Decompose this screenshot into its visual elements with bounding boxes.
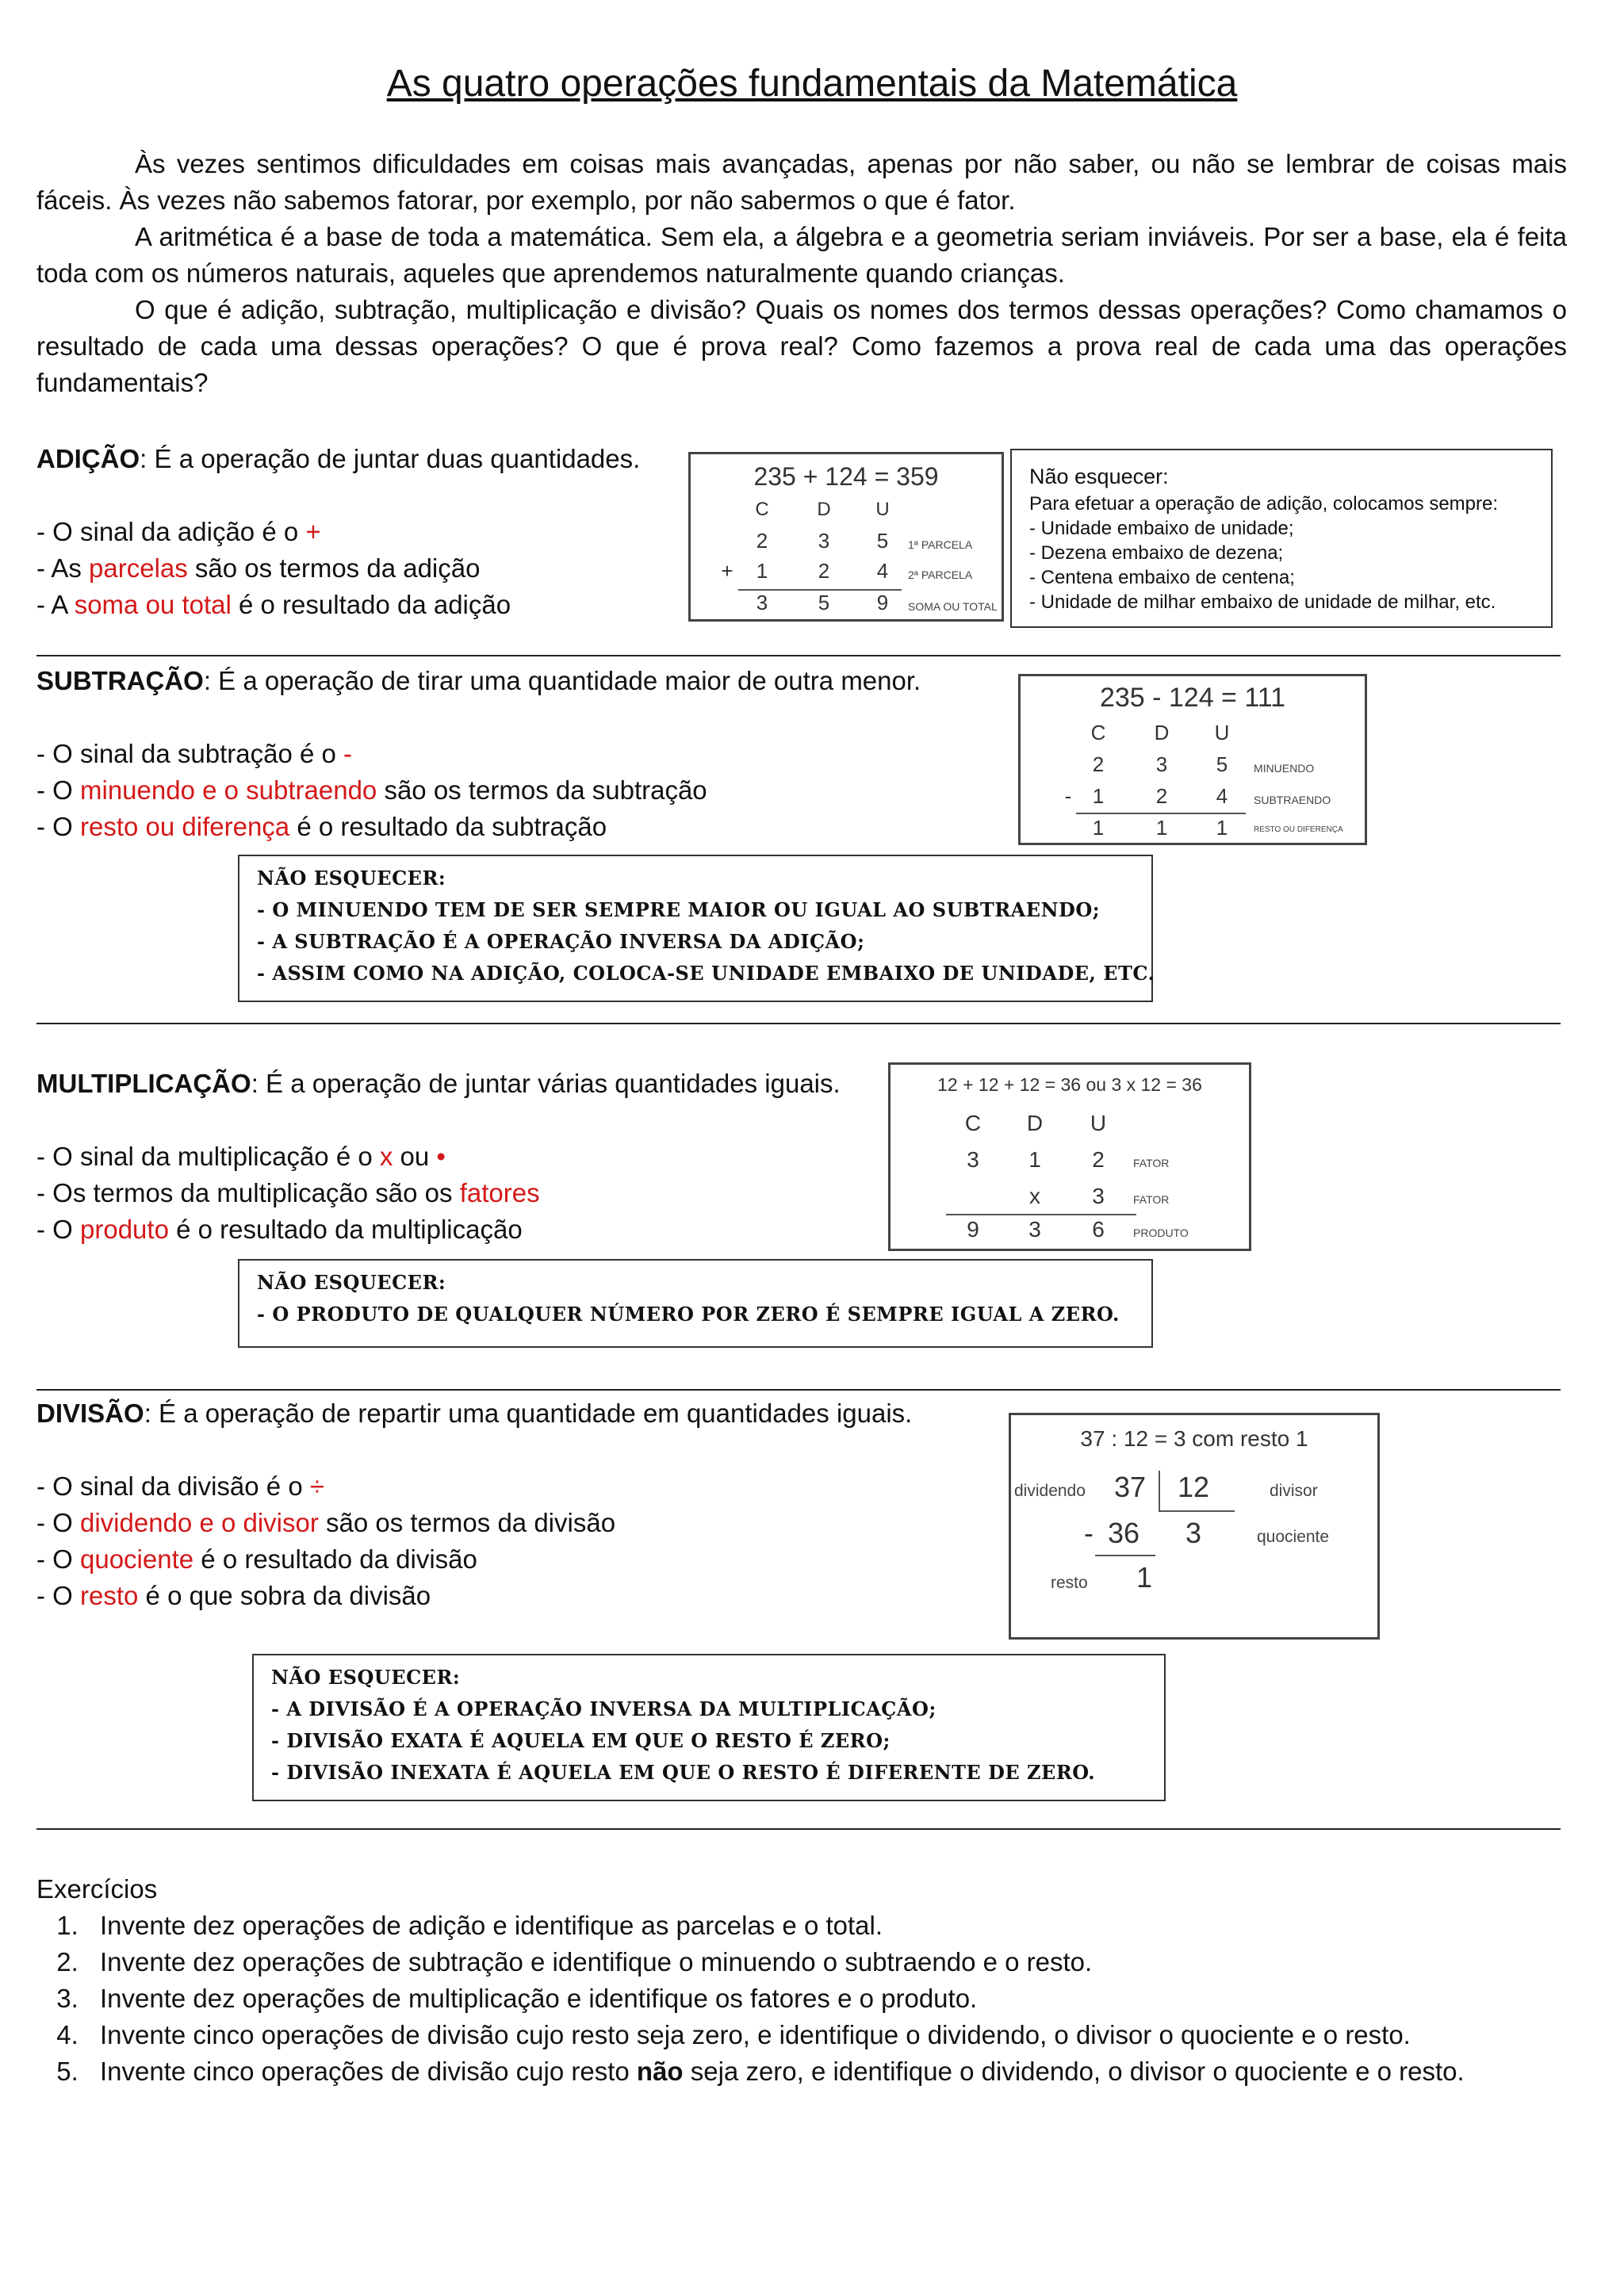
- subtraction-terms-line: - O minuendo e o subtraendo são os termos da subtração: [36, 775, 707, 805]
- division-definition: DIVISÃO: É a operação de repartir uma quantidade em quantidades iguais.: [36, 1399, 913, 1428]
- division-equation: 37 : 12 = 3 com resto 1: [1080, 1426, 1308, 1451]
- addition-sign-line: - O sinal da adição é o +: [36, 517, 321, 546]
- divider: [36, 1828, 1561, 1830]
- multiplication-sign-line: - O sinal da multiplicação é o x ou •: [36, 1142, 446, 1171]
- multiplication-note: NÃO ESQUECER: - O PRODUTO DE QUALQUER NÚMERO POR ZERO É SEMPRE IGUAL A ZERO.: [238, 1259, 1153, 1348]
- page-title: As quatro operações fundamentais da Matemática: [386, 63, 1238, 105]
- addition-sign: +: [305, 517, 321, 546]
- addition-figure: 235 + 124 = 359 C D U 2 3 5 1ª PARCELA + 1 2 4 2ª PARCELA 3 5 9 SOMA OU TOTAL: [688, 452, 1004, 622]
- exercises-section: [36, 1871, 1465, 2090]
- subtraction-sign-line: - O sinal da subtração é o -: [36, 739, 353, 768]
- multiplication-terms-line: - Os termos da multiplicação são os fatores: [36, 1178, 540, 1207]
- intro-paragraph-3: O que é adição, subtração, multiplicação e divisão? Quais os nomes dos termos dessas operações? Como chamamos o resultado de cada uma dessas operações? O que é prova real? Como fazemos a prova real de cada uma das operações fundamentais?: [36, 295, 1567, 397]
- division-rest-line: - O resto é o que sobra da divisão: [36, 1581, 431, 1610]
- addition-result-line: - A soma ou total é o resultado da adição: [36, 590, 511, 619]
- intro-text: [36, 146, 1567, 401]
- addition-note: Não esquecer: Para efetuar a operação de adição, colocamos sempre: - Unidade embaixo de unidade; - Dezena embaixo de dezena; - Centena embaixo de centena; - Unidade de milhar embaixo de unidade de milhar, etc.: [1010, 449, 1553, 628]
- divider: [36, 1023, 1561, 1024]
- division-result-line: - O quociente é o resultado da divisão: [36, 1544, 477, 1574]
- addition-note-heading: Não esquecer:: [1029, 465, 1169, 488]
- subtraction-sign: -: [343, 739, 353, 768]
- division-figure: 37 : 12 = 3 com resto 1 dividendo 37 12 divisor - 36 3 quociente resto 1: [1009, 1413, 1380, 1640]
- subtraction-note: NÃO ESQUECER: - O MINUENDO TEM DE SER SEMPRE MAIOR OU IGUAL AO SUBTRAENDO; - A SUBTRAÇÃO É A OPERAÇÃO INVERSA DA ADIÇÃO; - ASSIM COMO NA ADIÇÃO, COLOCA-SE UNIDADE EMBAIXO DE UNIDADE, ETC.: [238, 855, 1153, 1002]
- multiplication-result-line: - O produto é o resultado da multiplicação: [36, 1215, 523, 1244]
- addition-definition: ADIÇÃO: É a operação de juntar duas quantidades.: [36, 444, 641, 473]
- subtraction-heading: SUBTRAÇÃO: [36, 666, 204, 695]
- subtraction-equation: 235 - 124 = 111: [1099, 683, 1286, 713]
- divider: [36, 655, 1561, 656]
- addition-heading: ADIÇÃO: [36, 444, 140, 473]
- multiplication-sign-dot: •: [436, 1142, 446, 1171]
- multiplication-definition: MULTIPLICAÇÃO: É a operação de juntar várias quantidades iguais.: [36, 1069, 841, 1098]
- multiplication-sign-x: x: [379, 1142, 393, 1171]
- list-item: 1. Invente dez operações de adição e identifique as parcelas e o total.: [86, 1908, 1465, 1944]
- multiplication-heading: MULTIPLICAÇÃO: [36, 1069, 251, 1098]
- multiplication-equation: 12 + 12 + 12 = 36 ou 3 x 12 = 36: [937, 1074, 1202, 1095]
- intro-paragraph-2: A aritmética é a base de toda a matemática. Sem ela, a álgebra e a geometria seriam inviáveis. Por ser a base, ela é feita toda com os números naturais, aqueles que aprendemos naturalmente quando crianças.: [36, 222, 1567, 288]
- division-sign-line: - O sinal da divisão é o ÷: [36, 1471, 324, 1501]
- exercises-list: [36, 1908, 1465, 2090]
- division-sign: ÷: [309, 1471, 324, 1501]
- list-item: 2. Invente dez operações de subtração e identifique o minuendo o subtraendo e o resto.: [86, 1944, 1465, 1980]
- division-terms-line: - O dividendo e o divisor são os termos da divisão: [36, 1508, 616, 1537]
- intro-paragraph-1: Às vezes sentimos dificuldades em coisas mais avançadas, apenas por não saber, ou não se lembrar de coisas mais fáceis. Às vezes não sabemos fatorar, por exemplo, por não sabermos o que é fator.: [36, 149, 1567, 215]
- divider: [36, 1389, 1561, 1391]
- subtraction-figure: 235 - 124 = 111 C D U 2 3 5 MINUENDO - 1 2 4 SUBTRAENDO 1 1 1 RESTO OU DIFERENÇA: [1018, 674, 1367, 845]
- multiplication-figure: 12 + 12 + 12 = 36 ou 3 x 12 = 36 C D U 3 1 2 FATOR x 3 FATOR 9 3 6 PRODUTO: [888, 1062, 1251, 1251]
- addition-terms-line: - As parcelas são os termos da adição: [36, 553, 481, 583]
- division-note: NÃO ESQUECER: - A DIVISÃO É A OPERAÇÃO INVERSA DA MULTIPLICAÇÃO; - DIVISÃO EXATA É AQUELA EM QUE O RESTO É ZERO; - DIVISÃO INEXATA É AQUELA EM QUE O RESTO É DIFERENTE DE ZERO.: [252, 1654, 1166, 1801]
- list-item: 4. Invente cinco operações de divisão cujo resto seja zero, e identifique o dividendo, o divisor o quociente e o resto.: [86, 2017, 1465, 2053]
- addition-equation: 235 + 124 = 359: [753, 462, 939, 491]
- exercises-heading: Exercícios: [36, 1874, 158, 1904]
- division-heading: DIVISÃO: [36, 1399, 144, 1428]
- subtraction-result-line: - O resto ou diferença é o resultado da subtração: [36, 812, 607, 841]
- subtraction-definition: SUBTRAÇÃO: É a operação de tirar uma quantidade maior de outra menor.: [36, 666, 921, 695]
- list-item: 5. Invente cinco operações de divisão cujo resto não seja zero, e identifique o dividendo, o divisor o quociente e o resto.: [86, 2053, 1465, 2090]
- list-item: 3. Invente dez operações de multiplicação e identifique os fatores e o produto.: [86, 1980, 1465, 2017]
